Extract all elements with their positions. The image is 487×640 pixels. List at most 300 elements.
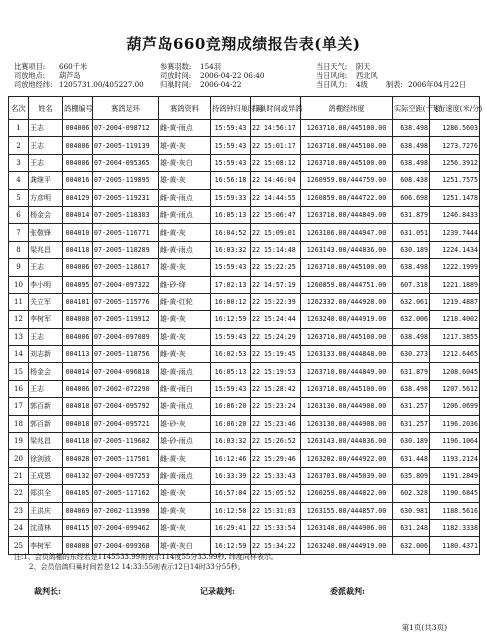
loft-coords-cell: 1263710.00/444849.00 [301, 206, 393, 223]
loft-id-cell: 004008 [63, 311, 93, 328]
loft-id-cell: 004014 [63, 363, 93, 380]
rank-cell: 8 [9, 241, 29, 258]
loft-coords-cell: 1263703.00/445039.00 [301, 467, 393, 484]
distance-cell: 608.438 [393, 172, 430, 189]
table-row [9, 328, 480, 345]
info-column-right [316, 62, 466, 89]
arrival-time-cell: 22 15:33:43 [251, 467, 301, 484]
rank-cell: 17 [9, 398, 29, 415]
loft-coords-cell: 1260859.00/444751.00 [301, 276, 393, 293]
arrival-time-cell: 22 15:01:17 [251, 137, 301, 154]
speed-cell: 1212.6465 [430, 346, 480, 363]
wind-dir-value: 西北风 [356, 71, 378, 80]
loft-coords-cell: 1263130.00/444908.00 [301, 398, 393, 415]
loft-coords-cell: 1263710.00/445100.00 [301, 120, 393, 137]
speed-cell: 1251.7575 [430, 172, 480, 189]
loft-id-cell: 004115 [63, 519, 93, 536]
name-cell: 王志 [29, 120, 63, 137]
ring-cell: 07-2005-118756 [93, 346, 159, 363]
loft-id-cell: 004016 [63, 172, 93, 189]
arrival-time-cell: 22 15:08:12 [251, 154, 301, 171]
rank-cell: 9 [9, 259, 29, 276]
loft-id-cell: 004113 [63, 346, 93, 363]
header-bird-info: 赛鸽资料 [159, 97, 211, 120]
loft-id-cell: 004018 [63, 415, 93, 432]
table-row [9, 189, 480, 206]
clock-time-cell: 16:06:20 [211, 398, 251, 415]
arrival-time-cell: 22 14:57:19 [251, 276, 301, 293]
weather-value: 阴天 [356, 62, 371, 71]
clock-time-cell: 16:04:52 [211, 224, 251, 241]
bird-info-cell: 雄-黄-灰 [159, 259, 211, 276]
ring-cell: 07-2004-098712 [93, 120, 159, 137]
arrival-time-cell: 22 14:56:17 [251, 120, 301, 137]
table-row [9, 433, 480, 450]
loft-id-cell: 004006 [63, 137, 93, 154]
name-cell: 徐剑波 [29, 450, 63, 467]
loft-coords-cell: 1263155.00/444857.00 [301, 502, 393, 519]
speed-cell: 1206.0699 [430, 398, 480, 415]
table-row [9, 380, 480, 397]
distance-cell: 632.006 [393, 537, 430, 554]
rank-cell: 18 [9, 415, 29, 432]
clock-time-cell: 16:12:59 [211, 311, 251, 328]
rank-cell: 24 [9, 519, 29, 536]
speed-cell: 1207.5612 [430, 380, 480, 397]
table-row [9, 415, 480, 432]
table-row [9, 467, 480, 484]
arrival-time-cell: 22 15:19:45 [251, 346, 301, 363]
clock-time-cell: 15:59:43 [211, 259, 251, 276]
wind-dir-label: 当日风向: [316, 71, 348, 80]
entries-value: 154羽 [200, 62, 221, 71]
name-cell: 李树军 [29, 537, 63, 554]
loft-coords-cell: 1263106.00/444947.00 [301, 224, 393, 241]
rank-cell: 16 [9, 380, 29, 397]
distance-cell: 630.189 [393, 433, 430, 450]
table-row [9, 398, 480, 415]
rank-cell: 20 [9, 450, 29, 467]
header-name: 姓名 [29, 97, 63, 120]
table-row [9, 172, 480, 189]
name-cell: 关立军 [29, 293, 63, 310]
clock-time-cell: 15:59:43 [211, 380, 251, 397]
loft-id-cell: 004118 [63, 241, 93, 258]
ring-cell: 07-2005-117162 [93, 485, 159, 502]
table-row [9, 485, 480, 502]
arrival-time-cell: 22 14:44:55 [251, 189, 301, 206]
arrival-time-cell: 22 15:05:52 [251, 485, 301, 502]
name-cell: 王志 [29, 259, 63, 276]
arrival-time-cell: 22 15:14:48 [251, 241, 301, 258]
name-cell: 沈清林 [29, 519, 63, 536]
table-row [9, 276, 480, 293]
loft-id-cell: 004010 [63, 224, 93, 241]
loft-id-cell: 004006 [63, 380, 93, 397]
speed-cell: 1190.6845 [430, 485, 480, 502]
bird-info-cell: 雄-黄-灰白 [159, 154, 211, 171]
distance-cell: 638.498 [393, 154, 430, 171]
rank-cell: 19 [9, 433, 29, 450]
clock-time-cell: 16:03:32 [211, 433, 251, 450]
name-cell: 杨金会 [29, 206, 63, 223]
distance-cell: 631.448 [393, 450, 430, 467]
distance-cell: 631.051 [393, 224, 430, 241]
speed-cell: 1219.4887 [430, 293, 480, 310]
loft-coords-cell: 1260959.00/444759.00 [301, 172, 393, 189]
ring-cell: 07-2005-115776 [93, 293, 159, 310]
speed-cell: 1218.4002 [430, 311, 480, 328]
table-row [9, 363, 480, 380]
ring-cell: 07-2005-119912 [93, 311, 159, 328]
speed-cell: 1224.1434 [430, 241, 480, 258]
name-cell: 梁兆昌 [29, 241, 63, 258]
table-date-label: 制表: [386, 80, 403, 89]
speed-cell: 1196.2036 [430, 415, 480, 432]
speed-cell: 1273.7276 [430, 137, 480, 154]
arrival-time-cell: 22 15:31:03 [251, 502, 301, 519]
clock-time-cell: 16:57:04 [211, 485, 251, 502]
loft-coords-cell: 1263710.00/445100.00 [301, 137, 393, 154]
bird-info-cell: 雄-黄-灰 [159, 328, 211, 345]
loft-id-cell: 004006 [63, 328, 93, 345]
distance-cell: 631.879 [393, 363, 430, 380]
return-time-value: 2006-04-22 [200, 80, 242, 89]
ring-cell: 07-2004-097089 [93, 328, 159, 345]
clock-time-cell: 15:59:43 [211, 120, 251, 137]
table-row [9, 519, 480, 536]
arrival-time-cell: 22 15:26:52 [251, 433, 301, 450]
arrival-time-cell: 22 15:29:46 [251, 450, 301, 467]
results-table [8, 96, 483, 555]
loft-coords-cell: 1263133.00/444848.00 [301, 346, 393, 363]
bird-info-cell: 雄-黄-灰 [159, 519, 211, 536]
table-row [9, 537, 480, 554]
speed-cell: 1217.3855 [430, 328, 480, 345]
arrival-time-cell: 22 15:23:24 [251, 398, 301, 415]
name-cell: 梁兆昌 [29, 433, 63, 450]
distance-cell: 638.498 [393, 137, 430, 154]
ring-cell: 07-2004-099462 [93, 519, 159, 536]
ring-cell: 07-2002-072290 [93, 380, 159, 397]
loft-coords-cell: 1260259.00/444822.00 [301, 485, 393, 502]
header-speed: 飞行速度(米/分) [430, 97, 480, 120]
loft-coords-cell: 1263143.00/444836.00 [301, 241, 393, 258]
release-place-label: 司放地点: [14, 71, 46, 80]
referee-signature-label: 裁判长: [34, 586, 61, 596]
bird-info-cell: 雄-黄-灰 [159, 485, 211, 502]
clock-time-cell: 16:33:39 [211, 467, 251, 484]
ring-cell: 07-2004-095792 [93, 398, 159, 415]
clock-time-cell: 16:00:12 [211, 293, 251, 310]
clock-time-cell: 17:02:13 [211, 276, 251, 293]
name-cell: 王志 [29, 137, 63, 154]
ring-cell: 07-2005-118617 [93, 259, 159, 276]
rank-cell: 5 [9, 189, 29, 206]
ring-cell: 07-2005-117501 [93, 450, 159, 467]
loft-coords-cell: 1263240.00/444919.00 [301, 311, 393, 328]
table-row [9, 502, 480, 519]
name-cell: 王志 [29, 154, 63, 171]
name-cell: 刘志新 [29, 346, 63, 363]
speed-cell: 1251.1478 [430, 189, 480, 206]
table-header-row [9, 97, 480, 120]
table-row [9, 450, 480, 467]
header-loft-id: 鸽棚编号 [63, 97, 93, 120]
loft-coords-cell: 1263710.00/445100.00 [301, 154, 393, 171]
ring-cell: 07-2004-095721 [93, 415, 159, 432]
header-arrival-time: 归巢时间或异鸽 [251, 97, 301, 120]
loft-id-cell: 004006 [63, 154, 93, 171]
distance-cell: 630.189 [393, 241, 430, 258]
note-1: 注:1、会员鸽棚的东经若是1145533.99则表示114度55分33.99秒, 纬度同样表示。 [14, 553, 278, 561]
ring-cell: 07-2004-096818 [93, 363, 159, 380]
table-row [9, 259, 480, 276]
name-cell: 方彦明 [29, 189, 63, 206]
arrival-time-cell: 22 15:24:29 [251, 328, 301, 345]
table-row [9, 346, 480, 363]
distance-cell: 638.498 [393, 120, 430, 137]
rank-cell: 1 [9, 120, 29, 137]
distance-cell: 607.318 [393, 276, 430, 293]
ring-cell: 07-2005-119602 [93, 433, 159, 450]
ring-cell: 07-2004-097253 [93, 467, 159, 484]
arrival-time-cell: 22 15:09:01 [251, 224, 301, 241]
name-cell: 郭百新 [29, 415, 63, 432]
bird-info-cell: 雌-黄-雨点 [159, 206, 211, 223]
bird-info-cell: 雌-黄-雨白 [159, 380, 211, 397]
report-title: 葫芦岛660竞翔成绩报告表(单关) [126, 35, 361, 53]
distance-cell: 635.809 [393, 467, 430, 484]
loft-id-cell: 004129 [63, 189, 93, 206]
loft-coords-cell: 1263710.00/445100.00 [301, 328, 393, 345]
rank-cell: 4 [9, 172, 29, 189]
loft-coords-cell: 1263710.00/445100.00 [301, 380, 393, 397]
distance-cell: 630.273 [393, 346, 430, 363]
arrival-time-cell: 22 15:19:53 [251, 363, 301, 380]
speed-cell: 1196.1064 [430, 433, 480, 450]
speed-cell: 1182.3338 [430, 519, 480, 536]
speed-cell: 1191.2849 [430, 467, 480, 484]
table-row [9, 293, 480, 310]
arrival-time-cell: 22 15:23:46 [251, 415, 301, 432]
table-row [9, 224, 480, 241]
loft-coords-cell: 1263202.00/444922.00 [301, 450, 393, 467]
weather-label: 当日天气: [316, 62, 348, 71]
rank-cell: 14 [9, 346, 29, 363]
release-place-value: 葫芦岛 [59, 71, 81, 80]
name-cell: 龚继平 [29, 172, 63, 189]
speed-cell: 1208.6045 [430, 363, 480, 380]
loft-coords-cell: 1263140.00/444906.00 [301, 519, 393, 536]
loft-coords-cell: 1262332.00/444928.00 [301, 293, 393, 310]
bird-info-cell: 雌-黄-雨点 [159, 241, 211, 258]
bird-info-cell: 雄-黄-灰 [159, 311, 211, 328]
clock-time-cell: 16:05:13 [211, 363, 251, 380]
name-cell: 王志 [29, 380, 63, 397]
ring-cell: 07-2005-116771 [93, 224, 159, 241]
speed-cell: 1222.1999 [430, 259, 480, 276]
table-date-value: 2006年04月22日 [408, 80, 467, 89]
name-cell: 郑洪全 [29, 485, 63, 502]
wind-force-label: 当日风力: [316, 80, 348, 89]
distance-cell: 638.498 [393, 259, 430, 276]
ring-cell: 07-2005-118303 [93, 206, 159, 223]
bird-info-cell: 雄-黄-灰 [159, 137, 211, 154]
name-cell: 郭百新 [29, 398, 63, 415]
distance-cell: 631.257 [393, 415, 430, 432]
clock-time-cell: 15:59:43 [211, 154, 251, 171]
name-cell: 王志 [29, 328, 63, 345]
arrival-time-cell: 22 15:06:47 [251, 206, 301, 223]
rank-cell: 13 [9, 328, 29, 345]
name-cell: 王洪庆 [29, 502, 63, 519]
rank-cell: 21 [9, 467, 29, 484]
bird-info-cell: 雄-砂-灰 [159, 415, 211, 432]
header-ring: 赛鸽足环 [93, 97, 159, 120]
loft-id-cell: 004014 [63, 206, 93, 223]
clock-time-cell: 16:12:50 [211, 502, 251, 519]
clock-time-cell: 16:12:59 [211, 537, 251, 554]
clock-time-cell: 16:56:18 [211, 172, 251, 189]
rank-cell: 25 [9, 537, 29, 554]
release-coords-value: 1205731.00/405227.00 [59, 80, 144, 89]
note-2: 2、会员信鸽归巢时间若是12 14:33:55则表示12日14时33分55秒。 [29, 562, 245, 571]
speed-cell: 1239.7444 [430, 224, 480, 241]
loft-id-cell: 004006 [63, 259, 93, 276]
loft-id-cell: 004118 [63, 433, 93, 450]
notes [14, 553, 278, 572]
event-value: 660千米 [59, 62, 88, 71]
name-cell: 李树军 [29, 311, 63, 328]
name-cell: 张敬锋 [29, 224, 63, 241]
arrival-time-cell: 22 15:22:25 [251, 259, 301, 276]
ring-cell: 07-2005-119895 [93, 172, 159, 189]
bird-info-cell: 雌-砂-绛 [159, 276, 211, 293]
table-row [9, 120, 480, 137]
record-referee-signature-label: 记录裁判: [200, 586, 235, 596]
bird-info-cell: 雌-黄-灰 [159, 224, 211, 241]
bird-info-cell: 雄-黄-雨点 [159, 398, 211, 415]
delegate-referee-signature-label: 委派裁判: [330, 586, 365, 596]
ring-cell: 07-2004-097322 [93, 276, 159, 293]
release-time-value: 2006-04-22 06:40 [200, 71, 265, 80]
info-column-left [14, 62, 144, 89]
name-cell: 李小明 [29, 276, 63, 293]
bird-info-cell: 雌-黄-雨点 [159, 120, 211, 137]
clock-time-cell: 16:06:20 [211, 415, 251, 432]
ring-cell: 07-2005-119139 [93, 137, 159, 154]
bird-info-cell: 雌-黄-红轮 [159, 293, 211, 310]
distance-cell: 606.698 [393, 189, 430, 206]
page-footer: 第1页(共3页) [401, 623, 447, 632]
clock-time-cell: 15:59:43 [211, 137, 251, 154]
header-rank: 名次 [9, 97, 29, 120]
results-body [9, 120, 480, 555]
clock-time-cell: 15:59:33 [211, 189, 251, 206]
loft-id-cell: 004101 [63, 293, 93, 310]
speed-cell: 1256.3912 [430, 154, 480, 171]
distance-cell: 632.061 [393, 293, 430, 310]
speed-cell: 1286.5603 [430, 120, 480, 137]
loft-id-cell: 004095 [63, 276, 93, 293]
clock-time-cell: 16:03:32 [211, 241, 251, 258]
ring-cell: 07-2004-095365 [93, 154, 159, 171]
header-distance: 实际空距(千米) [393, 97, 430, 120]
loft-coords-cell: 1263130.00/444908.00 [301, 415, 393, 432]
release-time-label: 司放时间: [160, 71, 192, 80]
ring-cell: 07-2005-118289 [93, 241, 159, 258]
loft-id-cell: 004008 [63, 537, 93, 554]
arrival-time-cell: 22 15:34:22 [251, 537, 301, 554]
table-row [9, 137, 480, 154]
arrival-time-cell: 22 15:33:54 [251, 519, 301, 536]
table-row [9, 311, 480, 328]
rank-cell: 3 [9, 154, 29, 171]
speed-cell: 1180.4371 [430, 537, 480, 554]
bird-info-cell: 雄-黄-灰 [159, 502, 211, 519]
loft-coords-cell: 1263240.00/444919.00 [301, 537, 393, 554]
loft-coords-cell: 1263710.00/445100.00 [301, 259, 393, 276]
bird-info-cell: 雌-黄-雨点 [159, 189, 211, 206]
bird-info-cell: 雌-黄-灰 [159, 450, 211, 467]
speed-cell: 1221.1889 [430, 276, 480, 293]
table-row [9, 241, 480, 258]
loft-id-cell: 004132 [63, 467, 93, 484]
bird-info-cell: 雌-黄-雨点 [159, 467, 211, 484]
loft-id-cell: 004105 [63, 485, 93, 502]
table-row [9, 154, 480, 171]
header-loft-coords: 鸽棚经纬度 [301, 97, 393, 120]
loft-coords-cell: 1263710.00/444849.00 [301, 363, 393, 380]
clock-time-cell: 16:05:13 [211, 206, 251, 223]
ring-cell: 07-2005-119231 [93, 189, 159, 206]
loft-id-cell: 004069 [63, 502, 93, 519]
clock-time-cell: 16:12:46 [211, 450, 251, 467]
arrival-time-cell: 22 15:28:42 [251, 380, 301, 397]
name-cell: 王成恩 [29, 467, 63, 484]
rank-cell: 2 [9, 137, 29, 154]
bird-info-cell: 雄-黄-雨点 [159, 363, 211, 380]
rank-cell: 15 [9, 363, 29, 380]
loft-coords-cell: 1260859.00/444722.00 [301, 189, 393, 206]
release-coords-label: 司放地经纬: [14, 80, 53, 89]
speed-cell: 1193.2124 [430, 450, 480, 467]
speed-cell: 1246.8433 [430, 206, 480, 223]
arrival-time-cell: 22 15:22:39 [251, 293, 301, 310]
rank-cell: 12 [9, 311, 29, 328]
loft-id-cell: 004028 [63, 450, 93, 467]
entries-label: 参赛羽数: [160, 62, 192, 71]
name-cell: 杨金会 [29, 363, 63, 380]
rank-cell: 10 [9, 276, 29, 293]
bird-info-cell: 雌-黄-灰 [159, 346, 211, 363]
rank-cell: 22 [9, 485, 29, 502]
clock-time-cell: 16:02:53 [211, 346, 251, 363]
loft-coords-cell: 1263143.00/444836.00 [301, 433, 393, 450]
info-column-middle [160, 62, 264, 89]
speed-cell: 1188.5616 [430, 502, 480, 519]
ring-cell: 07-2002-113990 [93, 502, 159, 519]
distance-cell: 632.006 [393, 311, 430, 328]
rank-cell: 6 [9, 206, 29, 223]
bird-info-cell: 雄-黄-灰白 [159, 537, 211, 554]
distance-cell: 631.879 [393, 206, 430, 223]
table-row [9, 206, 480, 223]
distance-cell: 638.498 [393, 328, 430, 345]
clock-time-cell: 16:29:41 [211, 519, 251, 536]
ring-cell: 07-2004-099368 [93, 537, 159, 554]
